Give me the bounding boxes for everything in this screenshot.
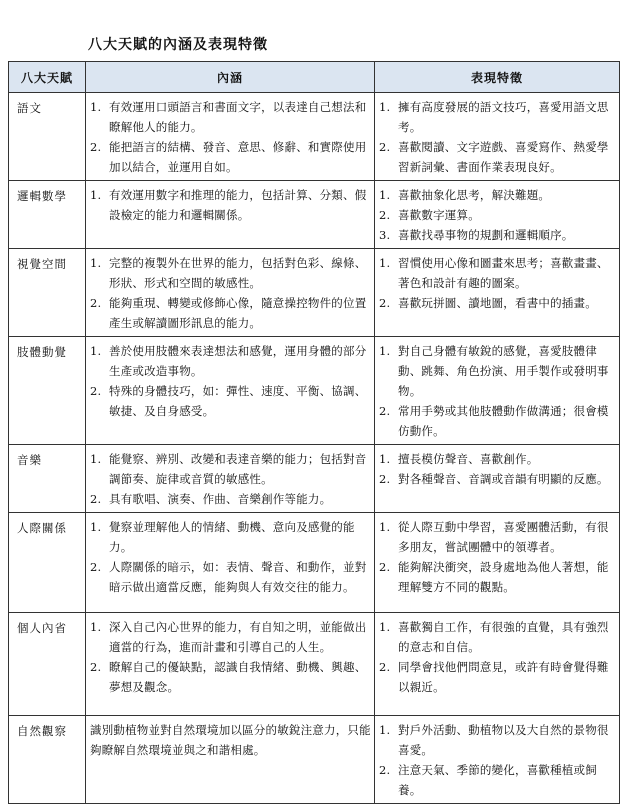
talent-name: 音樂 [9, 445, 86, 513]
meaning-cell [86, 513, 375, 613]
table-row [9, 249, 620, 337]
talent-name: 自然觀察 [9, 716, 86, 804]
list-item: 2. 喜歡閱讀、文字遊戲、喜愛寫作、熱愛學習新詞彙、書面作業表現良好。 [379, 140, 609, 174]
list-item: 1. 對自己身體有敏銳的感覺，喜愛肢體律動、跳舞、角色扮演、用手製作或發明事物。 [379, 344, 609, 398]
meaning-cell [86, 249, 375, 337]
table-row [9, 93, 620, 181]
table-row [9, 337, 620, 445]
list-item: 2. 同學會找他們問意見，或許有時會覺得難以親近。 [379, 660, 609, 694]
list-item: 2. 瞭解自己的優缺點，認識自我情緒、動機、興趣、夢想及觀念。 [90, 660, 367, 694]
document-title: 八大天賦的內涵及表現特徵 [88, 37, 268, 53]
meaning-cell [86, 93, 375, 181]
list-item: 2. 能把語言的結構、發音、意思、修辭、和實際使用加以結合，並運用自如。 [90, 140, 367, 174]
table-row [9, 445, 620, 513]
list-item: 2. 能夠重現、轉變或修飾心像，隨意操控物件的位置產生或解讀圖形訊息的能力。 [90, 296, 367, 330]
list-item: 1. 習慣使用心像和圖畫來思考；喜歡畫畫、著色和設計有趣的圖案。 [379, 256, 609, 290]
list-item: 1. 完整的複製外在世界的能力，包括對色彩、線條、形狀、形式和空間的敏感性。 [90, 256, 367, 290]
traits-cell [375, 93, 620, 181]
talents-table [8, 61, 620, 804]
traits-cell [375, 445, 620, 513]
list-item: 1. 深入自己內心世界的能力，有自知之明，並能做出適當的行為，進而計畫和引導自己的人生。 [90, 620, 367, 654]
traits-cell [375, 716, 620, 804]
list-item: 1. 有效運用口頭語言和書面文字，以表達自己想法和瞭解他人的能力。 [90, 100, 367, 134]
list-item: 2. 注意天氣、季節的變化，喜歡種植或飼養。 [379, 763, 597, 797]
list-item: 2. 常用手勢或其他肢體動作做溝通；很會模仿動作。 [379, 404, 609, 438]
list-item: 2. 能夠解決衝突，設身處地為他人著想，能理解雙方不同的觀點。 [379, 560, 609, 594]
meaning-cell [86, 337, 375, 445]
list-item: 1. 擅長模仿聲音、喜歡創作。 [379, 452, 539, 466]
list-item: 1. 能覺察、辨別、改變和表達音樂的能力；包括對音調節奏、旋律或音質的敏感性。 [90, 452, 367, 486]
traits-cell [375, 337, 620, 445]
table-row [9, 716, 620, 804]
meaning-cell [86, 716, 375, 804]
list-item: 2. 喜歡玩拼圖、讀地圖，看書中的插畫。 [379, 296, 597, 310]
meaning-cell [86, 181, 375, 249]
list-item: 2. 人際關係的暗示，如：表情、聲音、和動作，並對暗示做出適當反應，能夠與人有效交往的能力。 [90, 560, 367, 594]
list-item: 1. 有效運用數字和推理的能力，包括計算、分類、假設檢定的能力和邏輯關係。 [90, 188, 367, 222]
meaning-text: 識別動植物並對自然環境加以區分的敏銳注意力，只能夠瞭解自然環境並與之和諧相處。 [90, 723, 371, 757]
header-traits: 表現特徵 [375, 62, 620, 93]
traits-cell [375, 181, 620, 249]
table-row [9, 181, 620, 249]
list-item: 2. 具有歌唱、演奏、作曲、音樂創作等能力。 [90, 492, 332, 506]
talent-name: 個人內省 [9, 613, 86, 716]
list-item: 1. 喜歡獨自工作，有很強的直覺，具有強烈的意志和自信。 [379, 620, 609, 654]
traits-cell [375, 613, 620, 716]
list-item: 1. 喜歡抽象化思考，解決難題。 [379, 188, 551, 202]
talent-name: 邏輯數學 [9, 181, 86, 249]
traits-cell [375, 249, 620, 337]
table-header-row [9, 62, 620, 93]
talent-name: 語文 [9, 93, 86, 181]
traits-cell [375, 513, 620, 613]
talent-name: 人際關係 [9, 513, 86, 613]
list-item: 2. 對各種聲音、音調或音韻有明顯的反應。 [379, 472, 609, 486]
table-row [9, 513, 620, 613]
list-item: 2. 特殊的身體技巧，如：彈性、速度、平衡、協調、敏捷、及自身感受。 [90, 384, 367, 418]
talent-name: 肢體動覺 [9, 337, 86, 445]
table-row [9, 613, 620, 716]
list-item: 2. 喜歡數字運算。 [379, 208, 480, 222]
talent-name: 視覺空間 [9, 249, 86, 337]
meaning-cell [86, 445, 375, 513]
list-item: 1. 善於使用肢體來表達想法和感覺，運用身體的部分生產或改造事物。 [90, 344, 367, 378]
meaning-cell [86, 613, 375, 716]
header-meaning: 內涵 [86, 62, 375, 93]
list-item: 1. 覺察並理解他人的情緒、動機、意向及感覺的能力。 [90, 520, 355, 554]
list-item: 1. 對戶外活動、動植物以及大自然的景物很喜愛。 [379, 723, 609, 757]
list-item: 1. 從人際互動中學習，喜愛團體活動，有很多朋友，嘗試團體中的領導者。 [379, 520, 609, 554]
list-item: 1. 擁有高度發展的語文技巧，喜愛用語文思考。 [379, 100, 609, 134]
header-talent: 八大天賦 [9, 62, 86, 93]
list-item: 3. 喜歡找尋事物的規劃和邏輯順序。 [379, 228, 574, 242]
